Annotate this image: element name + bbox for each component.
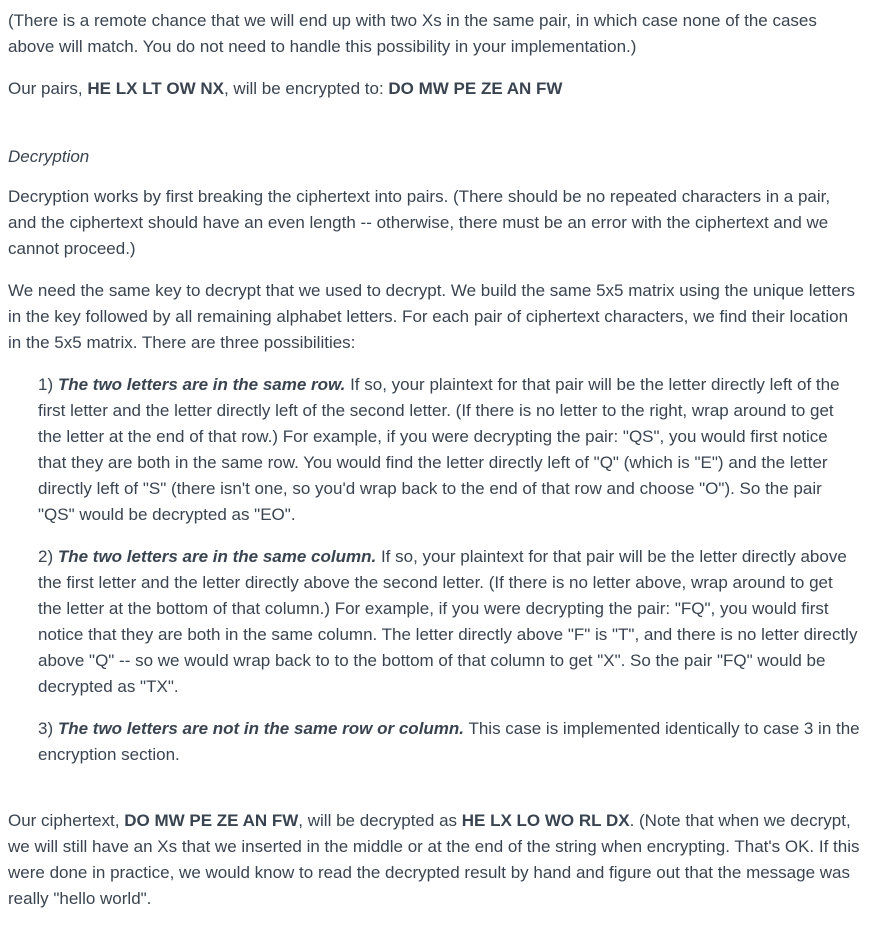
text-run: , will be encrypted to: bbox=[223, 79, 389, 98]
document-body bbox=[8, 8, 860, 912]
ciphertext-value: DO MW PE ZE AN FW bbox=[124, 811, 299, 830]
text-run: Our ciphertext, bbox=[8, 811, 125, 830]
case-title-same-row: The two letters are in the same row. bbox=[57, 375, 346, 394]
case-title-same-column: The two letters are in the same column. bbox=[57, 547, 377, 566]
list-number: 2) bbox=[38, 547, 58, 566]
text-run: (There is a remote chance that we will end up with two Xs in the same pair, in which case none of the cases above will match. You do not need to handle this possibility in your implementation.) bbox=[8, 11, 817, 56]
list-number: 3) bbox=[38, 719, 58, 738]
list-item-neither-case bbox=[38, 716, 860, 768]
text-run: Decryption works by first breaking the ciphertext into pairs. (There should be no repeated characters in a pair, and the ciphertext should have an even length -- otherwise, there must be an error with the ciphertext and we cannot proceed.) bbox=[8, 187, 831, 258]
paragraph-ciphertext-decrypted bbox=[8, 808, 860, 912]
text-run: , will be decrypted as bbox=[298, 811, 462, 830]
text-run: If so, your plaintext for that pair will be the letter directly above the first letter and the letter directly above the second letter. (If there is no letter above, wrap around to get the letter at the bottom of that column.) For example, if you were decrypting the pair: "FQ", you would first notice that they are both in the same column. The letter directly above "F" is "T", and there is no letter directly above "Q" -- so we would wrap back to to the bottom of that column to get "X". So the pair "FQ" would be decrypted as "TX". bbox=[38, 547, 858, 696]
text-run: This case is implemented identically to case 3 in the encryption section. bbox=[38, 719, 860, 764]
case-title-neither: The two letters are not in the same row or column. bbox=[57, 719, 465, 738]
decryption-section-heading: Decryption bbox=[8, 147, 90, 166]
text-run: We need the same key to decrypt that we used to decrypt. We build the same 5x5 matrix using the unique letters in the key followed by all remaining alphabet letters. For each pair of ciphertext characters, we find their location in the 5x5 matrix. There are three possibilities: bbox=[8, 281, 855, 352]
list-item-same-column-case bbox=[38, 544, 860, 700]
decrypted-value: HE LX LO WO RL DX bbox=[461, 811, 630, 830]
encrypted-pairs-value: DO MW PE ZE AN FW bbox=[388, 79, 563, 98]
text-run: If so, your plaintext for that pair will be the letter directly left of the first letter and the letter directly left of the second letter. (If there is no letter to the right, wrap around to get the letter at the end of that row.) For example, if you were decrypting the pair: "QS", you would first notice that they are both in the same row. You would find the letter directly left of "Q" (which is "E") and the letter directly left of "S" (there isn't one, so you'd wrap back to the end of that row and choose "O"). So the pair "QS" would be decrypted as "EO". bbox=[38, 375, 840, 524]
plaintext-pairs-value: HE LX LT OW NX bbox=[87, 79, 224, 98]
paragraph-remote-chance-note bbox=[8, 8, 860, 60]
paragraph-same-key-matrix bbox=[8, 278, 860, 356]
text-run: . (Note that when we decrypt, we will still have an Xs that we inserted in the middle or at the end of the string when encrypting. That's OK. If this were done in practice, we would know to read the decrypted result by hand and figure out that the message was really "hello world". bbox=[8, 811, 860, 908]
paragraph-pairs-encrypted bbox=[8, 76, 860, 102]
paragraph-breaking-ciphertext bbox=[8, 184, 860, 262]
list-item-same-row-case bbox=[38, 372, 860, 528]
text-run: Our pairs, bbox=[8, 79, 88, 98]
list-number: 1) bbox=[38, 375, 58, 394]
